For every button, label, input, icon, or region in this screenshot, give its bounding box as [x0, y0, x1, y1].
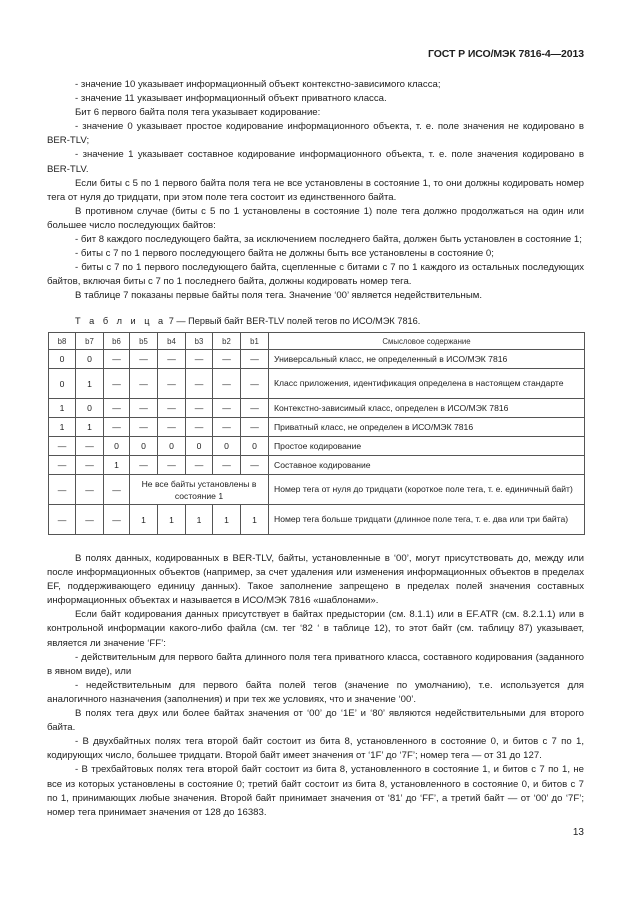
table-row [49, 505, 585, 535]
top-text-block [47, 78, 584, 304]
bit-cell: 0 [76, 350, 104, 369]
paragraph: - биты с 7 по 1 первого последующего байта, сцепленные с битами с 7 по 1 каждого из остальных последующих байтов, включая биты с 7 по 1 последнего байта, должны кодировать номер тега. [47, 262, 584, 288]
bit-cell: — [104, 369, 130, 399]
bit-cell: 1 [130, 505, 158, 535]
bit-cell: — [49, 437, 76, 456]
bit-cell: — [76, 437, 104, 456]
paragraph: - значение 10 указывает информационный объект контекстно-зависимого класса; [75, 79, 441, 90]
bit-cell: — [130, 399, 158, 418]
bit-cell: — [213, 350, 241, 369]
bit-cell: — [186, 399, 213, 418]
bit-cell: 1 [76, 418, 104, 437]
bit-cell: — [241, 399, 269, 418]
paragraph: - действительным для первого байта длинного поля тега приватного класса, составного кодирования (заданного в явном виде), или [47, 651, 584, 677]
document-header: ГОСТ Р ИСО/МЭК 7816-4—2013 [427, 48, 584, 60]
table-row [49, 399, 585, 418]
bit-cell: — [186, 418, 213, 437]
bottom-text-block [47, 552, 584, 820]
table-row [49, 475, 585, 505]
table-row [49, 418, 585, 437]
bit-cell: — [76, 456, 104, 475]
paragraph: - биты с 7 по 1 первого последующего байта не должны быть все установлены в состояние 0; [75, 248, 494, 260]
bit-cell: 1 [49, 418, 76, 437]
bit-cell: — [241, 350, 269, 369]
table-caption-text: 7 — Первый байт BER-TLV полей тегов по ИСО/МЭК 7816. [168, 316, 421, 326]
paragraph: - недействительным для первого байта полей тегов (значение по умолчанию), т.е. используется для аналогичного назначения (заполнения) и при тех же условиях, что и значение ‘00’. [47, 679, 584, 705]
meaning-cell: Контекстно-зависимый класс, определен в ИСО/МЭК 7816 [269, 399, 585, 418]
bit-cell: 1 [104, 456, 130, 475]
meaning-cell: Класс приложения, идентификация определена в настоящем стандарте [269, 369, 585, 399]
table-row [49, 369, 585, 399]
bit-cell: 0 [241, 437, 269, 456]
bit-cell: — [213, 418, 241, 437]
bit-cell: — [49, 475, 76, 505]
table-caption-label: Т а б л и ц а [75, 316, 167, 326]
bit-cell: 0 [49, 350, 76, 369]
col-header: b4 [158, 333, 186, 350]
bit-cell: — [49, 456, 76, 475]
bit-cell: — [158, 418, 186, 437]
paragraph: - значение 1 указывает составное кодирование информационного объекта, т. е. поле значения кодировано в BER-TLV. [47, 149, 584, 175]
bit-cell: — [158, 456, 186, 475]
bit-cell: 0 [49, 369, 76, 399]
meaning-cell: Приватный класс, не определен в ИСО/МЭК 7816 [269, 418, 585, 437]
bit-cell: 1 [241, 505, 269, 535]
bit-cell: — [76, 505, 104, 535]
bit-cell: — [241, 418, 269, 437]
table-caption [75, 316, 420, 326]
bit-cell: 1 [76, 369, 104, 399]
bit-cell: — [130, 350, 158, 369]
bit-cell: — [49, 505, 76, 535]
bit-cell: — [130, 456, 158, 475]
bit-cell: 0 [213, 437, 241, 456]
col-header: b2 [213, 333, 241, 350]
bit-cell: — [241, 369, 269, 399]
bit-cell: — [158, 369, 186, 399]
bit-cell: — [213, 369, 241, 399]
col-header: b1 [241, 333, 269, 350]
paragraph: - В двухбайтных полях тега второй байт состоит из бита 8, установленного в состояние 0, и битов с 7 по 1, кодирующих число, большее тридцати. Второй байт имеет значения от ‘1F’ до ‘7F’; номер тега — от 31 до 127. [47, 736, 584, 762]
bit-cell: — [104, 418, 130, 437]
col-header: b7 [76, 333, 104, 350]
page-number: 13 [572, 827, 584, 838]
table-header-row [49, 333, 585, 350]
col-header: b3 [186, 333, 213, 350]
bit-cell: — [158, 399, 186, 418]
col-header: b5 [130, 333, 158, 350]
paragraph: - значение 11 указывает информационный объект приватного класса. [75, 93, 387, 105]
meaning-cell: Составное кодирование [269, 456, 585, 475]
table-row [49, 456, 585, 475]
paragraph: Если байт кодирования данных присутствует в байтах предыстории (см. 8.1.1) или в EF.ATR (см. 8.2.1.1) или в контрольной информации какого-либо файла (см. тег ‘82 ‘ в таблице 12), то этот байт (см. таблицу 87) указывает, является ли значение ‘FF’: [47, 609, 584, 649]
bit-cell: — [213, 399, 241, 418]
bit-cell: 0 [158, 437, 186, 456]
paragraph: Бит 6 первого байта поля тега указывает кодирование: [75, 107, 321, 119]
paragraph: В полях данных, кодированных в BER-TLV, байты, установленные в ‘00’, могут присутствовать до, между или после информационных объектов (например, за счет удаления или изменения информационных объектов в пределах EF, поддерживающего единицу данных). Такое заполнение запрещено в пределах полей значения составных информационных объектах и называется в ИСО/МЭК 7816 «шаблонами». [47, 553, 584, 607]
bit-cell: 1 [49, 399, 76, 418]
bit-cell: — [186, 369, 213, 399]
col-header: b8 [49, 333, 76, 350]
tag-byte-table [48, 332, 585, 535]
paragraph: - В трехбайтовых полях тега второй байт состоит из бита 8, установленного в состояние 1, и битов с 7 по 1, не все из которых установлены в состояние 0; третий байт состоит из бита 8, установленного в состояние 0, и битов с 7 по 1, принимающих любые значения. Второй байт принимает значения от ‘81’ до ‘FF’, а третий байт — от ‘00’ до ‘7F’; номер тега принимает значения от 128 до 16383. [47, 764, 584, 818]
bit-cell: — [213, 456, 241, 475]
bit-cell: — [130, 418, 158, 437]
merged-bit-cell: Не все байты установлены в состояние 1 [130, 475, 269, 505]
meaning-cell: Универсальный класс, не определенный в ИСО/МЭК 7816 [269, 350, 585, 369]
bit-cell: 0 [130, 437, 158, 456]
bit-cell: 1 [158, 505, 186, 535]
table-row [49, 350, 585, 369]
paragraph: В противном случае (биты с 5 по 1 установлены в состояние 1) поле тега должно продолжаться на один или большее число последующих байтов: [47, 205, 584, 231]
paragraph: Если биты с 5 по 1 первого байта поля тега не все установлены в состояние 1, то они должны кодировать номер тега от нуля до тридцати, при этом поле тега состоит из единственного байта. [47, 177, 584, 203]
bit-cell: 0 [186, 437, 213, 456]
meaning-cell: Номер тега больше тридцати (длинное поле тега, т. е. два или три байта) [269, 505, 585, 535]
paragraph: - бит 8 каждого последующего байта, за исключением последнего байта, должен быть установлен в состояние 1; [75, 234, 582, 246]
col-header: b6 [104, 333, 130, 350]
paragraph: - значение 0 указывает простое кодирование информационного объекта, т. е. поле значения не кодировано в BER-TLV; [47, 121, 584, 147]
bit-cell: — [186, 456, 213, 475]
meaning-cell: Номер тега от нуля до тридцати (короткое поле тега, т. е. единичный байт) [269, 475, 585, 505]
paragraph: В полях тега двух или более байтах значения от ‘00’ до ‘1E’ и ‘80’ являются недействительными для второго байта. [47, 708, 584, 734]
bit-cell: — [104, 475, 130, 505]
meaning-cell: Простое кодирование [269, 437, 585, 456]
bit-cell: — [104, 505, 130, 535]
paragraph: В таблице 7 показаны первые байты поля тега. Значение ‘00’ является недействительным. [75, 290, 482, 302]
bit-cell: — [130, 369, 158, 399]
bit-cell: 0 [104, 437, 130, 456]
bit-cell: — [186, 350, 213, 369]
col-header: Смысловое содержание [269, 333, 585, 350]
table-row [49, 437, 585, 456]
bit-cell: — [158, 350, 186, 369]
bit-cell: — [241, 456, 269, 475]
bit-cell: — [76, 475, 104, 505]
bit-cell: 1 [213, 505, 241, 535]
bit-cell: — [104, 350, 130, 369]
bit-cell: 0 [76, 399, 104, 418]
bit-cell: 1 [186, 505, 213, 535]
bit-cell: — [104, 399, 130, 418]
